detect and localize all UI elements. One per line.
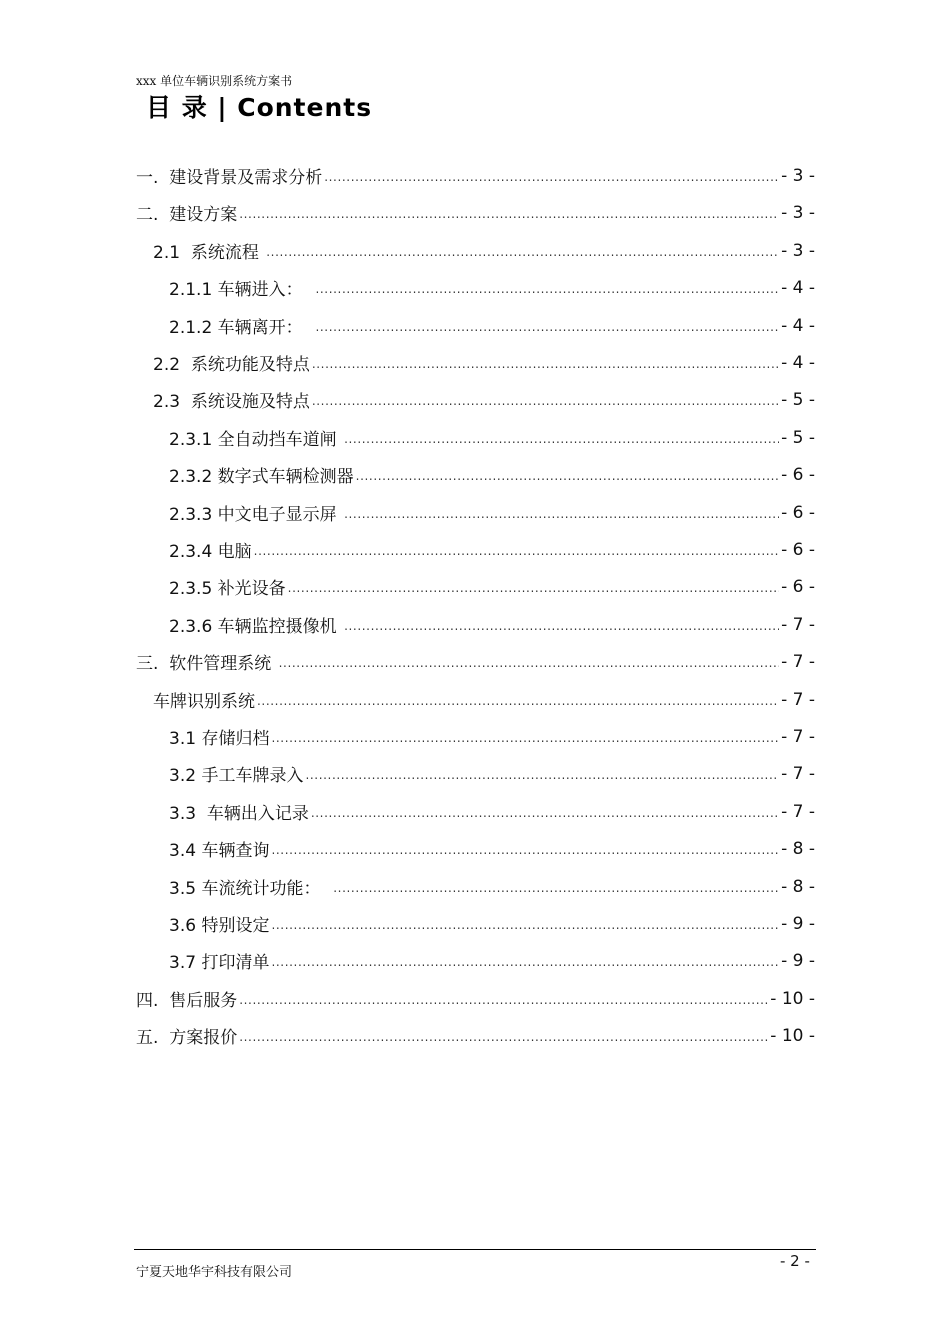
toc-entry-label: 2.1.1 车辆进入： (169, 280, 314, 300)
toc-entry-label: 3.1 存储归档 (169, 729, 270, 749)
toc-leader-dots (239, 993, 768, 1013)
toc-entry-page: - 7 - (781, 726, 815, 747)
toc-leader-dots (311, 806, 779, 826)
toc-entry[interactable] (169, 793, 815, 830)
toc-entry[interactable] (169, 755, 815, 792)
toc-entry-page: - 7 - (781, 801, 815, 822)
toc-entry-page: - 7 - (781, 763, 815, 784)
toc-leader-dots (344, 619, 779, 639)
toc-entry[interactable] (169, 868, 815, 905)
toc-entry-label: 3.7 打印清单 (169, 953, 270, 973)
toc-leader-dots (279, 656, 779, 676)
toc-leader-dots (266, 245, 779, 265)
toc-entry-page: - 8 - (781, 876, 815, 897)
toc-leader-dots (315, 320, 779, 340)
toc-entry-label: 二. 建设方案 (136, 205, 238, 225)
toc-entry-label: 2.3.1 全自动挡车道闸 (169, 430, 343, 450)
toc-leader-dots (254, 544, 779, 564)
toc-leader-dots (312, 357, 779, 377)
toc-leader-dots (315, 282, 779, 302)
toc-leader-dots (271, 955, 779, 975)
toc-leader-dots (344, 432, 779, 452)
document-header: xxx 单位车辆识别系统方案书 (136, 74, 293, 88)
toc-leader-dots (271, 843, 779, 863)
toc-entry-page: - 4 - (781, 277, 815, 298)
toc-entry-page: - 6 - (781, 502, 815, 523)
footer-company: 宁夏天地华宇科技有限公司 (136, 1265, 293, 1280)
toc-entry-label: 一. 建设背景及需求分析 (136, 168, 323, 188)
toc-entry[interactable] (169, 606, 815, 643)
toc-entry-page: - 6 - (781, 576, 815, 597)
toc-entry-label: 2.3.5 补光设备 (169, 579, 286, 599)
toc-entry-page: - 6 - (781, 464, 815, 485)
toc-entry-label: 3.5 车流统计功能： (169, 879, 332, 899)
toc-entry-page: - 7 - (781, 689, 815, 710)
toc-entry[interactable] (153, 232, 815, 269)
toc-entry[interactable] (169, 419, 815, 456)
toc-entry-label: 2.3 系统设施及特点 (153, 392, 310, 412)
toc-entry-label: 三. 软件管理系统 (136, 654, 277, 674)
toc-leader-dots (356, 469, 779, 489)
toc-entry[interactable] (169, 531, 815, 568)
toc-entry[interactable] (169, 830, 815, 867)
toc-entry[interactable] (136, 1017, 815, 1054)
page-title: 目 录 | Contents (146, 93, 373, 122)
toc-leader-dots (324, 170, 779, 190)
toc-entry-label: 3.4 车辆查询 (169, 841, 270, 861)
toc-entry-page: - 10 - (770, 988, 815, 1009)
toc-entry[interactable] (136, 157, 815, 194)
toc-entry[interactable] (169, 942, 815, 979)
toc-entry-label: 2.2 系统功能及特点 (153, 355, 310, 375)
toc-entry-label: 2.3.3 中文电子显示屏 (169, 505, 343, 525)
toc-entry-page: - 5 - (781, 389, 815, 410)
toc-entry-page: - 4 - (781, 315, 815, 336)
toc-entry-label: 车牌识别系统 (153, 692, 255, 712)
toc-entry-page: - 7 - (781, 614, 815, 635)
toc-entry[interactable] (169, 307, 815, 344)
toc-entry-page: - 6 - (781, 539, 815, 560)
toc-entry-page: - 10 - (770, 1025, 815, 1046)
toc-entry-page: - 4 - (781, 352, 815, 373)
toc-entry-label: 四. 售后服务 (136, 991, 238, 1011)
toc-leader-dots (271, 918, 779, 938)
toc-entry[interactable] (169, 905, 815, 942)
toc-entry-label: 2.1 系统流程 (153, 243, 265, 263)
footer-page-number: - 2 - (780, 1252, 810, 1270)
toc-entry[interactable] (136, 194, 815, 231)
toc-leader-dots (239, 207, 779, 227)
toc-entry[interactable] (136, 980, 815, 1017)
toc-entry-label: 2.3.6 车辆监控摄像机 (169, 617, 343, 637)
toc-entry[interactable] (169, 269, 815, 306)
toc-entry[interactable] (169, 456, 815, 493)
toc-leader-dots (257, 694, 779, 714)
toc-entry[interactable] (169, 568, 815, 605)
toc-entry-page: - 5 - (781, 427, 815, 448)
toc-entry-page: - 3 - (781, 165, 815, 186)
toc-leader-dots (305, 768, 779, 788)
toc-entry[interactable] (169, 718, 815, 755)
toc-entry-label: 3.6 特别设定 (169, 916, 270, 936)
toc-entry-label: 3.3 车辆出入记录 (169, 804, 309, 824)
footer-divider (134, 1249, 816, 1250)
toc-leader-dots (344, 507, 779, 527)
toc-entry-label: 3.2 手工车牌录入 (169, 766, 304, 786)
toc-entry[interactable] (153, 344, 815, 381)
toc-entry-page: - 8 - (781, 838, 815, 859)
toc-leader-dots (333, 881, 779, 901)
toc-leader-dots (288, 581, 779, 601)
toc-entry[interactable] (136, 643, 815, 680)
toc-entry-label: 2.1.2 车辆离开： (169, 318, 314, 338)
toc-entry-page: - 3 - (781, 240, 815, 261)
toc-entry-page: - 3 - (781, 202, 815, 223)
toc-entry-label: 2.3.4 电脑 (169, 542, 252, 562)
toc-entry-label: 2.3.2 数字式车辆检测器 (169, 467, 354, 487)
toc-entry[interactable] (153, 381, 815, 418)
toc-entry[interactable] (169, 494, 815, 531)
toc-leader-dots (312, 394, 779, 414)
toc-entry-page: - 7 - (781, 651, 815, 672)
toc-entry-label: 五. 方案报价 (136, 1028, 238, 1048)
toc-entry[interactable] (153, 681, 815, 718)
toc-entry-page: - 9 - (781, 913, 815, 934)
toc-leader-dots (271, 731, 779, 751)
toc-entry-page: - 9 - (781, 950, 815, 971)
toc-leader-dots (239, 1030, 768, 1050)
